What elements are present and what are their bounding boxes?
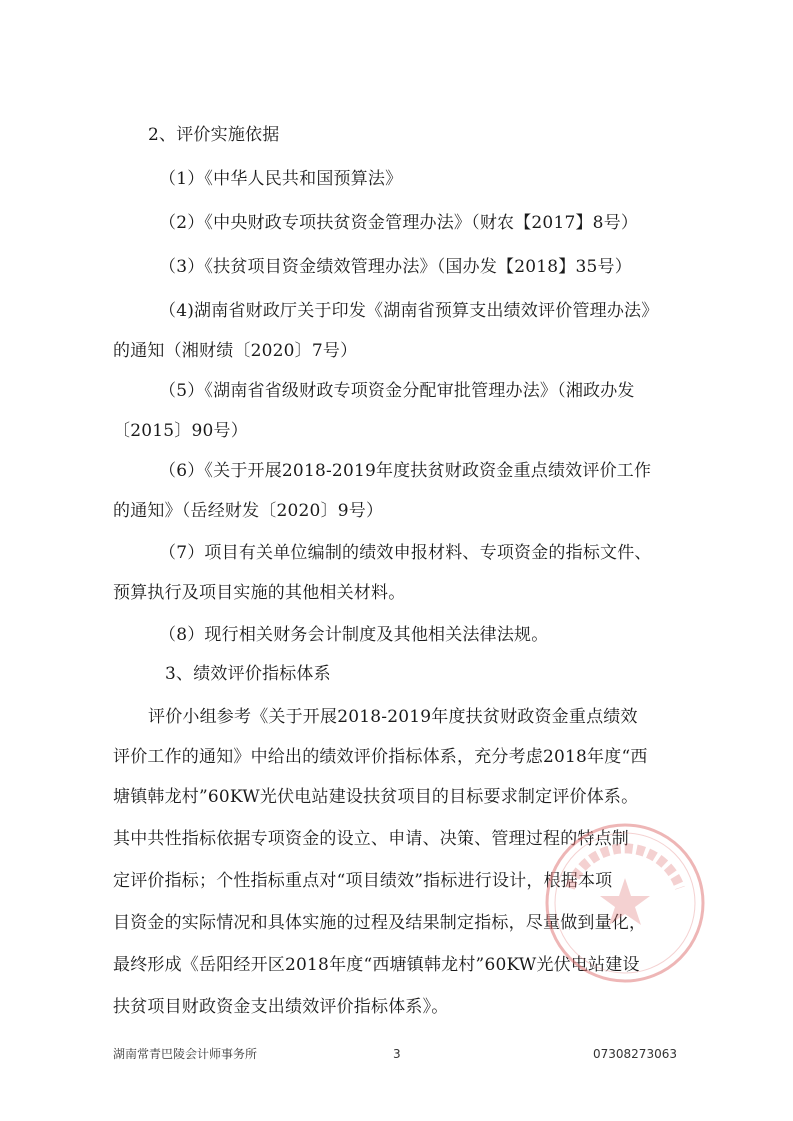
section-heading: 3、绩效评价指标体系	[165, 664, 331, 684]
paragraph-line: 其中共性指标依据专项资金的设立、申请、决策、管理过程的特点制	[113, 829, 629, 849]
list-item: （6）《关于开展2018-2019年度扶贫财政资金重点绩效评价工作	[159, 461, 652, 481]
list-item: （1）《中华人民共和国预算法》	[159, 169, 403, 189]
list-item-continuation: 的通知》（岳经财发〔2020〕9号）	[113, 501, 384, 521]
list-item: （7）项目有关单位编制的绩效申报材料、专项资金的指标文件、	[159, 543, 652, 563]
list-item-continuation: 的通知（湘财绩〔2020〕7号）	[113, 341, 358, 361]
list-item: （3）《扶贫项目资金绩效管理办法》（国办发【2018】35号）	[159, 257, 632, 277]
list-item: （4)湖南省财政厅关于印发《湖南省预算支出绩效评价管理办法》	[159, 301, 659, 321]
list-item: （8）现行相关财务会计制度及其他相关法律法规。	[159, 625, 549, 645]
paragraph-line: 评价工作的通知》中给出的绩效评价指标体系，充分考虑2018年度“西	[113, 747, 648, 767]
paragraph-line: 塘镇韩龙村”60KW光伏电站建设扶贫项目的目标要求制定评价体系。	[113, 787, 639, 807]
paragraph-line: 定评价指标；个性指标重点对“项目绩效”指标进行设计，根据本项	[113, 871, 613, 891]
paragraph-line: 评价小组参考《关于开展2018-2019年度扶贫财政资金重点绩效	[148, 707, 638, 727]
section-heading: 2、评价实施依据	[148, 125, 280, 145]
footer-phone: 07308273063	[593, 1047, 677, 1061]
footer-page-number: 3	[393, 1047, 401, 1061]
list-item: （5）《湖南省省级财政专项资金分配审批管理办法》（湘政办发	[159, 381, 635, 401]
list-item: （2）《中央财政专项扶贫资金管理办法》（财农【2017】8号）	[159, 213, 639, 233]
paragraph-line: 扶贫项目财政资金支出绩效评价指标体系》。	[113, 997, 449, 1017]
list-item-continuation: 预算执行及项目实施的其他相关材料。	[113, 583, 406, 603]
paragraph-line: 目资金的实际情况和具体实施的过程及结果制定指标，尽量做到量化，	[113, 913, 647, 933]
paragraph-line: 最终形成《岳阳经开区2018年度“西塘镇韩龙村”60KW光伏电站建设	[113, 955, 640, 975]
list-item-continuation: 〔2015〕90号）	[113, 421, 248, 441]
footer-firm: 湖南常青巴陵会计师事务所	[113, 1047, 258, 1061]
